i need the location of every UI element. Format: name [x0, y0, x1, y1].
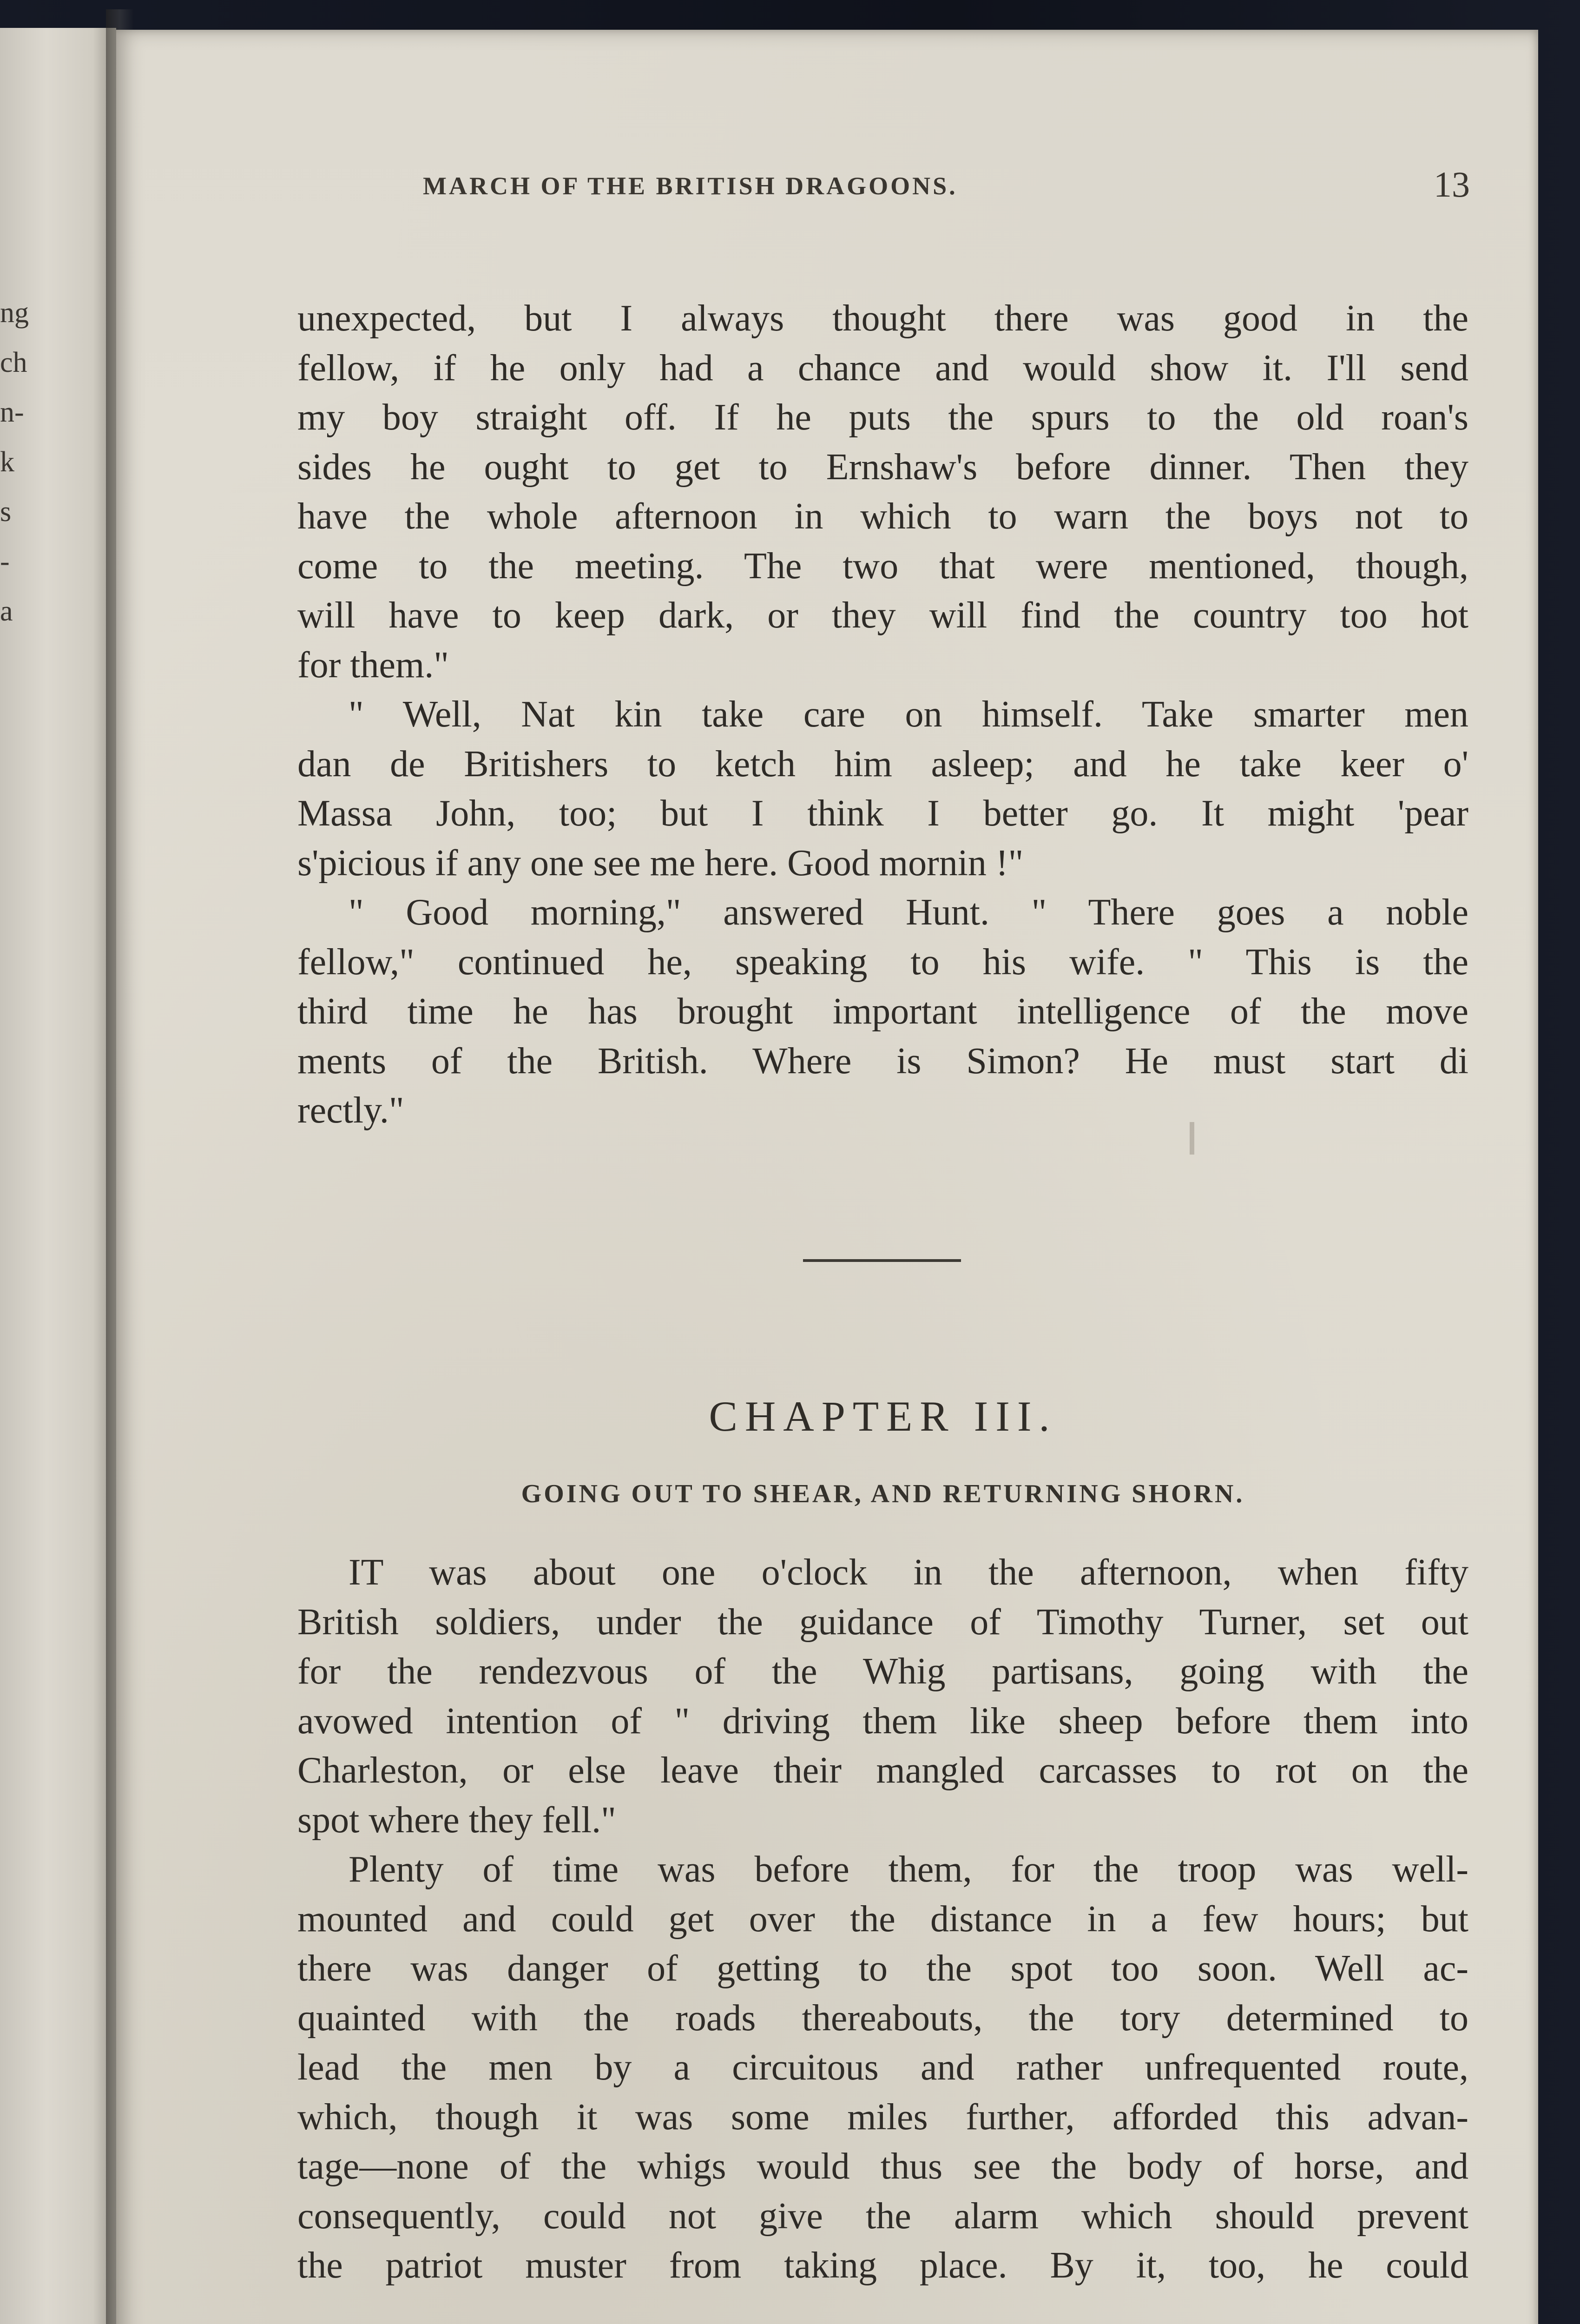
text-line: the patriot muster from taking place. By it, too, he could [297, 2245, 1468, 2286]
text-line: quainted with the roads thereabouts, the tory determined to [297, 1997, 1468, 2039]
chapter-heading: CHAPTER III. [709, 1393, 1057, 1440]
text-line: fellow," continued he, speaking to his wife. " This is the [297, 941, 1468, 983]
book-page [116, 30, 1538, 2324]
text-line: mounted and could get over the distance in a few hours; but [297, 1898, 1468, 1940]
text-line: " Well, Nat kin take care on himself. Take smarter men [349, 694, 1468, 735]
text-line: spot where they fell." [297, 1799, 616, 1841]
text-line: Plenty of time was before them, for the troop was well- [349, 1849, 1468, 1890]
text-line: s'picious if any one see me here. Good mornin !" [297, 842, 1024, 884]
fragment-line: ng [0, 297, 29, 329]
text-line: unexpected, but I always thought there was good in the [297, 298, 1468, 339]
text-line: for the rendezvous of the Whig partisans, going with the [297, 1651, 1468, 1692]
text-block-bottom [297, 1548, 1468, 2291]
text-line: fellow, if he only had a chance and would show it. I'll send [297, 347, 1468, 389]
previous-page-text-fragments [0, 288, 28, 636]
text-line: tage—none of the whigs would thus see the body of horse, and [297, 2146, 1468, 2187]
text-line: come to the meeting. The two that were mentioned, though, [297, 545, 1468, 587]
text-line: avowed intention of " driving them like sheep before them into [297, 1700, 1468, 1742]
fragment-line: a [0, 595, 13, 627]
text-line: have the whole afternoon in which to warn the boys not to [297, 496, 1468, 537]
text-line: third time he has brought important intelligence of the move [297, 991, 1468, 1032]
text-line: rectly." [297, 1090, 404, 1131]
text-line: will have to keep dark, or they will find the country too hot [297, 595, 1468, 636]
page-number: 13 [1434, 164, 1470, 205]
text-line: lead the men by a circuitous and rather unfrequented route, [297, 2047, 1468, 2088]
text-block-top [297, 294, 1468, 1136]
fragment-line: - [0, 546, 10, 577]
text-line: my boy straight off. If he puts the spurs to the old roan's [297, 397, 1468, 438]
text-line: for them." [297, 644, 449, 686]
section-divider-rule [803, 1259, 961, 1262]
text-line: there was danger of getting to the spot too soon. Well ac- [297, 1948, 1468, 1989]
running-head: MARCH OF THE BRITISH DRAGOONS. [423, 172, 958, 200]
text-line: " Good morning," answered Hunt. " There goes a noble [349, 892, 1468, 933]
text-line: British soldiers, under the guidance of Timothy Turner, set out [297, 1601, 1468, 1643]
text-line: sides he ought to get to Ernshaw's before dinner. Then they [297, 446, 1468, 488]
fragment-line: s [0, 496, 12, 528]
text-line: ments of the British. Where is Simon? He must start di [297, 1040, 1468, 1082]
text-line: dan de Britishers to ketch him asleep; and he take keer o' [297, 743, 1468, 785]
paper-blemish [1190, 1122, 1194, 1155]
text-line: which, though it was some miles further, afforded this advan- [297, 2096, 1468, 2138]
fragment-line: n- [0, 396, 24, 428]
text-line: Charleston, or else leave their mangled carcasses to rot on the [297, 1750, 1468, 1791]
text-line: consequently, could not give the alarm which should prevent [297, 2195, 1468, 2237]
text-line: IT was about one o'clock in the afternoon, when fifty [349, 1552, 1468, 1593]
chapter-subtitle: GOING OUT TO SHEAR, AND RETURNING SHORN. [521, 1479, 1245, 1508]
text-line: Massa John, too; but I think I better go. It might 'pear [297, 793, 1468, 834]
fragment-line: ch [0, 347, 27, 378]
fragment-line: k [0, 446, 14, 478]
previous-page-edge [0, 28, 116, 2324]
